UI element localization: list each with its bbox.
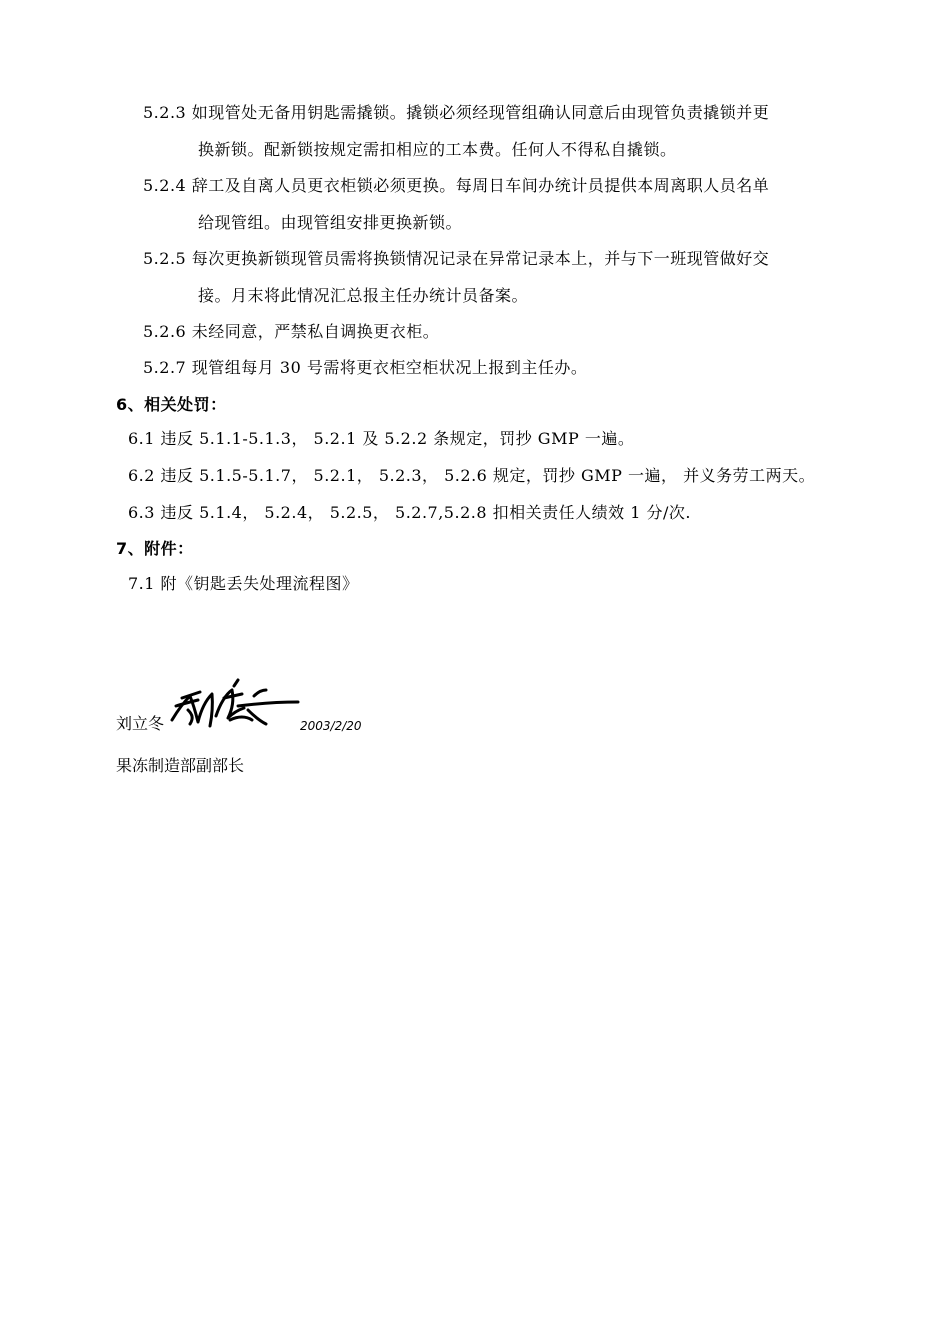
signature-date: 2003/2/20 bbox=[300, 719, 362, 733]
item-5-2-5-line2: 接。月末将此情况汇总报主任办统计员备案。 bbox=[198, 286, 529, 305]
item-7-1: 7.1 附《钥匙丢失处理流程图》 bbox=[128, 574, 359, 593]
item-5-2-4-line1: 5.2.4 辞工及自离人员更衣柜锁必须更换。每周日车间办统计员提供本周离职人员名单 bbox=[143, 176, 770, 195]
item-5-2-3-line2: 换新锁。配新锁按规定需扣相应的工本费。任何人不得私自撬锁。 bbox=[198, 140, 677, 159]
section-6-heading: 6、相关处罚： bbox=[116, 395, 227, 414]
item-6-2: 6.2 违反 5.1.5-5.1.7， 5.2.1， 5.2.3， 5.2.6 规定，罚抄 GMP 一遍， 并义务劳工两天。 bbox=[128, 466, 816, 485]
item-6-1: 6.1 违反 5.1.1-5.1.3， 5.2.1 及 5.2.2 条规定，罚抄 GMP 一遍。 bbox=[128, 429, 635, 448]
item-5-2-4-line2: 给现管组。由现管组安排更换新锁。 bbox=[198, 213, 463, 232]
item-6-3: 6.3 违反 5.1.4， 5.2.4， 5.2.5， 5.2.7,5.2.8 扣相关责任人绩效 1 分/次. bbox=[128, 503, 691, 522]
signatory-title: 果冻制造部副部长 bbox=[116, 756, 245, 775]
signatory-name: 刘立冬 bbox=[116, 714, 165, 733]
handwritten-signature-icon bbox=[168, 676, 303, 736]
item-5-2-6: 5.2.6 未经同意，严禁私自调换更衣柜。 bbox=[143, 322, 440, 341]
section-7-heading: 7、附件： bbox=[116, 539, 194, 558]
item-5-2-5-line1: 5.2.5 每次更换新锁现管员需将换锁情况记录在异常记录本上，并与下一班现管做好交 bbox=[143, 249, 770, 268]
item-5-2-7: 5.2.7 现管组每月 30 号需将更衣柜空柜状况上报到主任办。 bbox=[143, 358, 588, 377]
item-5-2-3-line1: 5.2.3 如现管处无备用钥匙需撬锁。撬锁必须经现管组确认同意后由现管负责撬锁并更 bbox=[143, 103, 770, 122]
